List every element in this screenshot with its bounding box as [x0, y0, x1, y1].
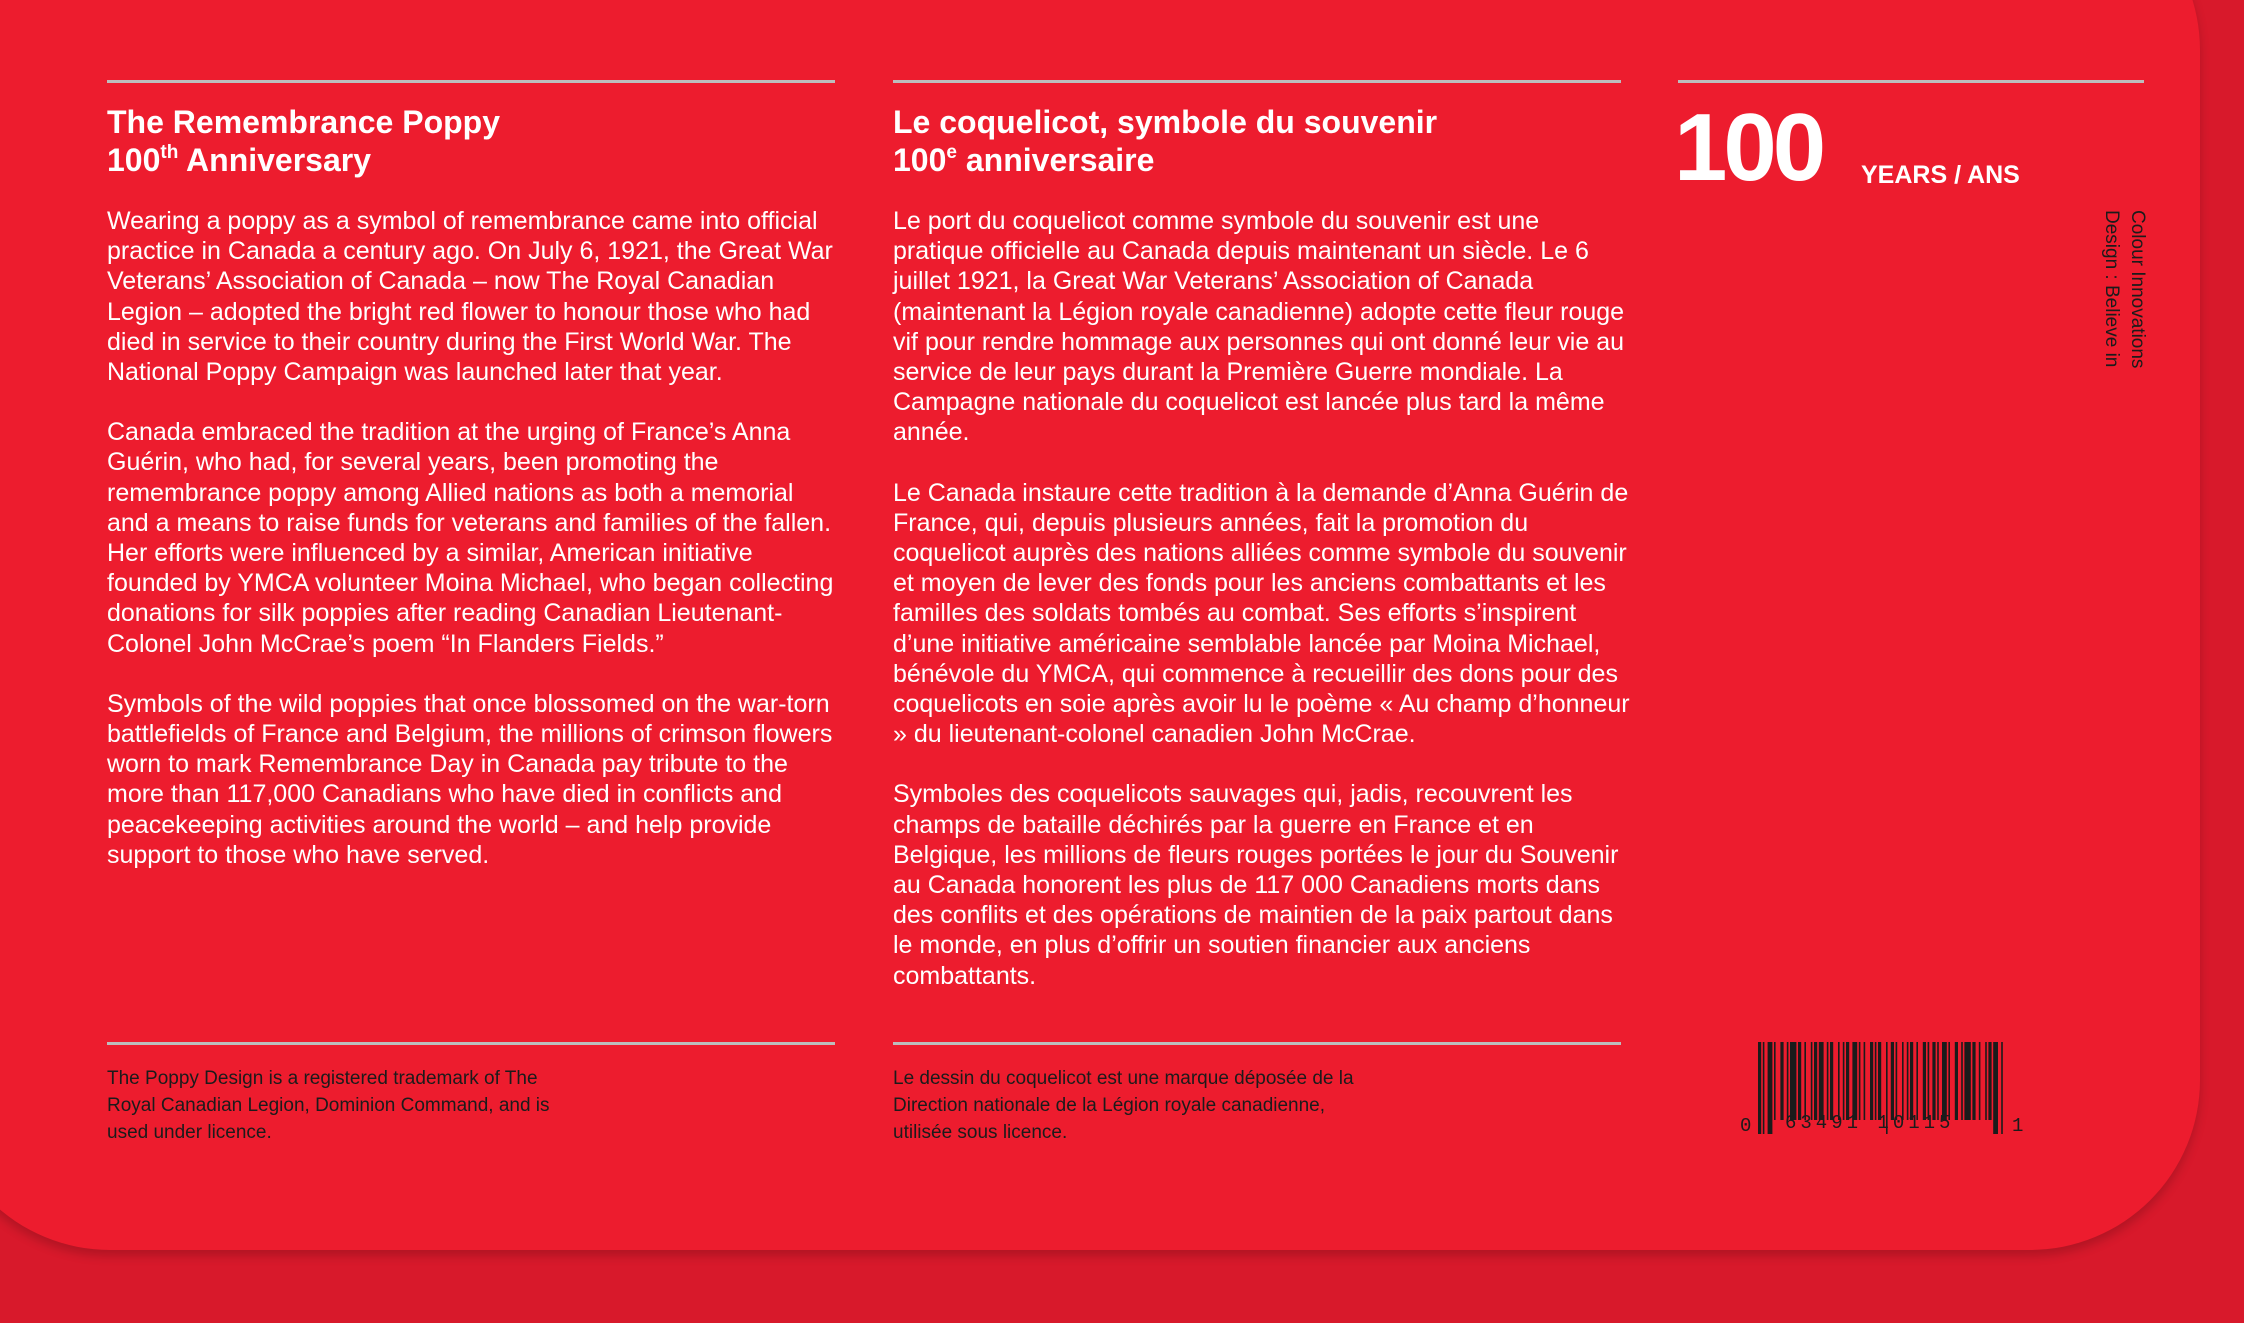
english-body	[107, 206, 835, 900]
barcode-bar	[1985, 1042, 1987, 1120]
anniversary-number: 100	[1674, 94, 1823, 201]
barcode-bar	[1870, 1042, 1873, 1120]
french-paragraph-1: Le port du coquelicot comme symbole du souvenir est une pratique officielle au Canada depuis maintenant un siècle. Le 6 juillet 1921, la Great War Veterans’ Association of Canada (maintenant la Légion royale canadienne) adopte cette fleur rouge vif pour rendre hommage aux personnes qui ont donné leur vie au service de leur pays durant la Première Guerre mondiale. La Campagne nationale du coquelicot est lancée plus tard la même année.	[893, 207, 1625, 447]
barcode-bar	[1878, 1042, 1881, 1120]
top-rule-english	[107, 80, 835, 83]
english-paragraph-2: Canada embraced the tradition at the urging of France’s Anna Guérin, who had, for several years, been promoting the remembrance poppy among Allied nations as both a memorial and a means to raise funds for veterans and families of the fallen. Her efforts were influenced by a similar, American initiative founded by YMCA volunteer Moina Michael, who began collecting donations for silk poppies after reading Canadian Lieutenant-Colonel John McCrae’s poem “In Flanders Fields.”	[107, 418, 834, 658]
bottom-rule-english	[107, 1042, 835, 1045]
barcode-bar	[1932, 1042, 1935, 1120]
barcode-bar	[1907, 1042, 1909, 1120]
barcode-bar	[1928, 1042, 1930, 1120]
french-body	[893, 206, 1633, 1021]
barcode-bar	[1846, 1042, 1849, 1120]
french-title-number: 100	[893, 142, 947, 178]
barcode-bar	[1758, 1042, 1761, 1134]
barcode-bar	[1937, 1042, 1939, 1120]
french-title	[893, 103, 1437, 179]
credits-designer: Design : Believe in	[2101, 210, 2122, 368]
barcode-bar	[1864, 1042, 1866, 1120]
barcode-bar	[1988, 1042, 1991, 1120]
barcode-bar	[1923, 1042, 1926, 1120]
barcode-bar	[1891, 1042, 1894, 1120]
barcode-bar	[1910, 1042, 1913, 1120]
top-rule-badge	[1678, 80, 2144, 83]
barcode-bar	[1787, 1042, 1789, 1120]
credits-printer: Colour Innovations	[2127, 210, 2148, 369]
barcode-bar	[1827, 1042, 1829, 1120]
english-paragraph-3: Symbols of the wild poppies that once blossomed on the war-torn battlefields of France and Belgium, the millions of crimson flowers worn to mark Remembrance Day in Canada pay tribute to the more than 117,000 Canadians who have died in conflicts and peacekeeping activities around the world – and help provide support to those who have served.	[107, 689, 833, 869]
barcode-bar	[1811, 1042, 1813, 1120]
barcode-bar	[1875, 1042, 1877, 1120]
english-title-rest: Anniversary	[186, 142, 372, 178]
bottom-rule-french	[893, 1042, 1621, 1045]
top-rule-french	[893, 80, 1621, 83]
english-trademark-notice: The Poppy Design is a registered trademark of The Royal Canadian Legion, Dominion Command, and is used under licence.	[107, 1068, 550, 1143]
barcode-digit-last: 1	[2012, 1115, 2024, 1137]
french-title-rest: anniversaire	[965, 142, 1155, 178]
barcode-bar	[1830, 1042, 1833, 1120]
barcode-bar	[1896, 1042, 1898, 1120]
anniversary-label: YEARS / ANS	[1861, 161, 2020, 189]
english-title-line1: The Remembrance Poppy	[107, 104, 500, 140]
barcode-bar	[1763, 1042, 1765, 1134]
french-trademark-notice: Le dessin du coquelicot est une marque déposée de la Direction nationale de la Légion royale canadienne, utilisée sous licence.	[893, 1068, 1354, 1143]
french-paragraph-2: Le Canada instaure cette tradition à la demande d’Anna Guérin de France, qui, depuis plusieurs années, fait la promotion du coquelicot auprès des nations alliées comme symbole du souvenir et moyen de lever des fonds pour les anciens combattants et les familles des soldats tombés au combat. Ses efforts s’inspirent d’une initiative américaine semblable lancée par Moina Michael, bénévole du YMCA, qui commence à recueillir des dons pour des coquelicots en soie après avoir lu le poème « Au champ d’honneur » du lieutenant-colonel canadien John McCrae.	[893, 478, 1630, 749]
barcode-bar	[1819, 1042, 1824, 1120]
english-title-superscript: th	[160, 142, 179, 163]
design-credits	[2098, 210, 2150, 368]
barcode-bar	[1979, 1042, 1981, 1120]
barcode-bar	[1814, 1042, 1817, 1120]
barcode-digit-first: 0	[1740, 1115, 1752, 1137]
barcode-bar	[1961, 1042, 1963, 1120]
barcode-bar	[1859, 1042, 1861, 1120]
barcode-bar	[1804, 1042, 1806, 1120]
barcode-bar	[1838, 1042, 1840, 1120]
barcode-bar	[1942, 1042, 1947, 1120]
barcode-bar	[1768, 1042, 1773, 1134]
barcode-bar	[1964, 1042, 1970, 1120]
barcode-bar	[1955, 1042, 1958, 1120]
barcode-bar	[1902, 1042, 1904, 1120]
barcode-bar	[1993, 1042, 1998, 1134]
english-title-number: 100	[107, 142, 161, 178]
barcode-bar	[1798, 1042, 1801, 1120]
english-paragraph-1: Wearing a poppy as a symbol of remembrance came into official practice in Canada a century ago. On July 6, 1921, the Great War Veterans’ Association of Canada – now The Royal Canadian Legion – adopted the bright red flower to honour those who had died in service to their country during the First World War. The National Poppy Campaign was launched later that year.	[107, 207, 833, 387]
barcode-bar	[1780, 1042, 1783, 1120]
barcode-digits: 63491 10115	[1785, 1112, 1955, 1134]
french-title-line1: Le coquelicot, symbole du souvenir	[893, 104, 1438, 140]
barcode-bar	[1948, 1042, 1950, 1120]
english-title	[107, 103, 500, 179]
barcode-bar	[1972, 1042, 1975, 1120]
french-title-superscript: e	[946, 142, 957, 163]
barcode-bar	[1843, 1042, 1845, 1120]
barcode-bar	[1790, 1042, 1796, 1120]
barcode-bar	[2001, 1042, 2003, 1134]
barcode-bar	[1916, 1042, 1918, 1120]
barcode-bar	[1774, 1042, 1776, 1120]
barcode-bar	[1852, 1042, 1857, 1120]
french-paragraph-3: Symboles des coquelicots sauvages qui, jadis, recouvrent les champs de bataille déchirés par la guerre en France et en Belgique, les millions de fleurs rouges portées le jour du Souvenir au Canada honorent les plus de 117 000 Canadiens morts dans des conflits et des opérations de maintien de la paix partout dans le monde, en plus d’offrir un soutien financier aux anciens combattants.	[893, 780, 1619, 990]
